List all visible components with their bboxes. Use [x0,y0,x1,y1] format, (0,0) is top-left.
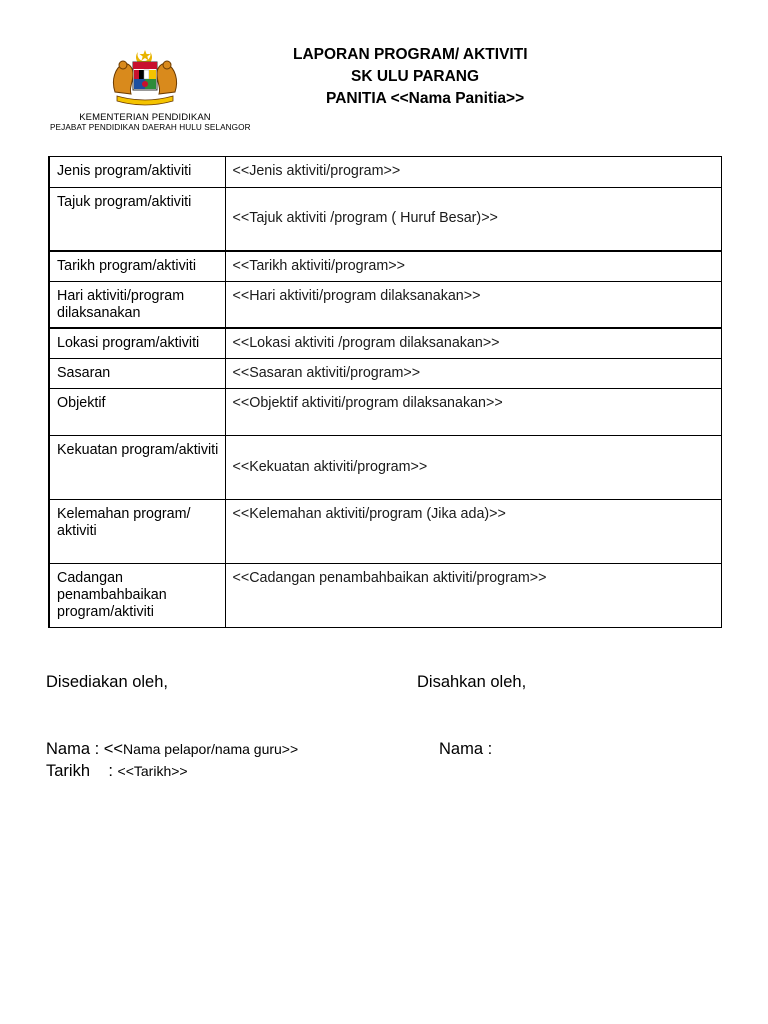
row-label: Sasaran [49,359,225,389]
table-row [49,157,722,188]
date-label: Tarikh : [46,762,118,780]
table-row [49,389,722,436]
preparer-name-value[interactable]: Nama pelapor/nama guru>> [123,741,299,757]
approver-name-label: Nama : [439,740,493,758]
title-line-1: LAPORAN PROGRAM/ AKTIVITI [293,46,528,63]
row-value[interactable]: <<Sasaran aktiviti/program>> [225,359,722,389]
ministry-logo-block [50,48,251,132]
table-row [49,282,722,328]
title-line-2: SK ULU PARANG [351,68,480,85]
row-value[interactable]: <<Hari aktiviti/program dilaksanakan>> [225,282,722,328]
table-row [49,500,722,564]
title-line-3: PANITIA <<Nama Panitia>> [326,90,525,107]
row-value[interactable]: <<Kekuatan aktiviti/program>> [225,436,722,500]
row-value[interactable]: <<Kelemahan aktiviti/program (Jika ada)>> [225,500,722,564]
row-label: Tarikh program/aktiviti [49,251,225,282]
row-value[interactable]: <<Jenis aktiviti/program>> [225,157,722,188]
row-label: Kekuatan program/aktiviti [49,436,225,500]
row-value[interactable]: <<Tajuk aktiviti /program ( Huruf Besar)>> [225,188,722,251]
row-value[interactable]: <<Tarikh aktiviti/program>> [225,251,722,282]
report-title [280,44,580,110]
date-line [46,762,188,781]
report-table [48,156,722,628]
malaysia-coat-of-arms-icon [105,48,185,110]
table-row [49,188,722,251]
row-value[interactable]: <<Objektif aktiviti/program dilaksanakan>> [225,389,722,436]
preparer-name-line [46,740,298,759]
date-value[interactable]: <<Tarikh>> [117,763,188,779]
office-name: PEJABAT PENDIDIKAN DAERAH HULU SELANGOR [50,123,251,132]
approved-by-label: Disahkan oleh, [417,673,527,691]
table-row [49,359,722,389]
row-label: Jenis program/aktiviti [49,157,225,188]
row-label: Lokasi program/aktiviti [49,328,225,359]
name-label: Nama : << [46,740,124,758]
ministry-name: KEMENTERIAN PENDIDIKAN [79,112,211,123]
row-label: Cadangan penambahbaikan program/aktiviti [49,564,225,628]
table-row [49,564,722,628]
row-label: Objektif [49,389,225,436]
row-value[interactable]: <<Lokasi aktiviti /program dilaksanakan>> [225,328,722,359]
row-label: Kelemahan program/ aktiviti [49,500,225,564]
table-row [49,436,722,500]
row-label: Hari aktiviti/program dilaksanakan [49,282,225,328]
row-value[interactable]: <<Cadangan penambahbaikan aktiviti/program>> [225,564,722,628]
table-row [49,251,722,282]
table-row [49,328,722,359]
prepared-by-label: Disediakan oleh, [46,673,168,691]
row-label: Tajuk program/aktiviti [49,188,225,251]
